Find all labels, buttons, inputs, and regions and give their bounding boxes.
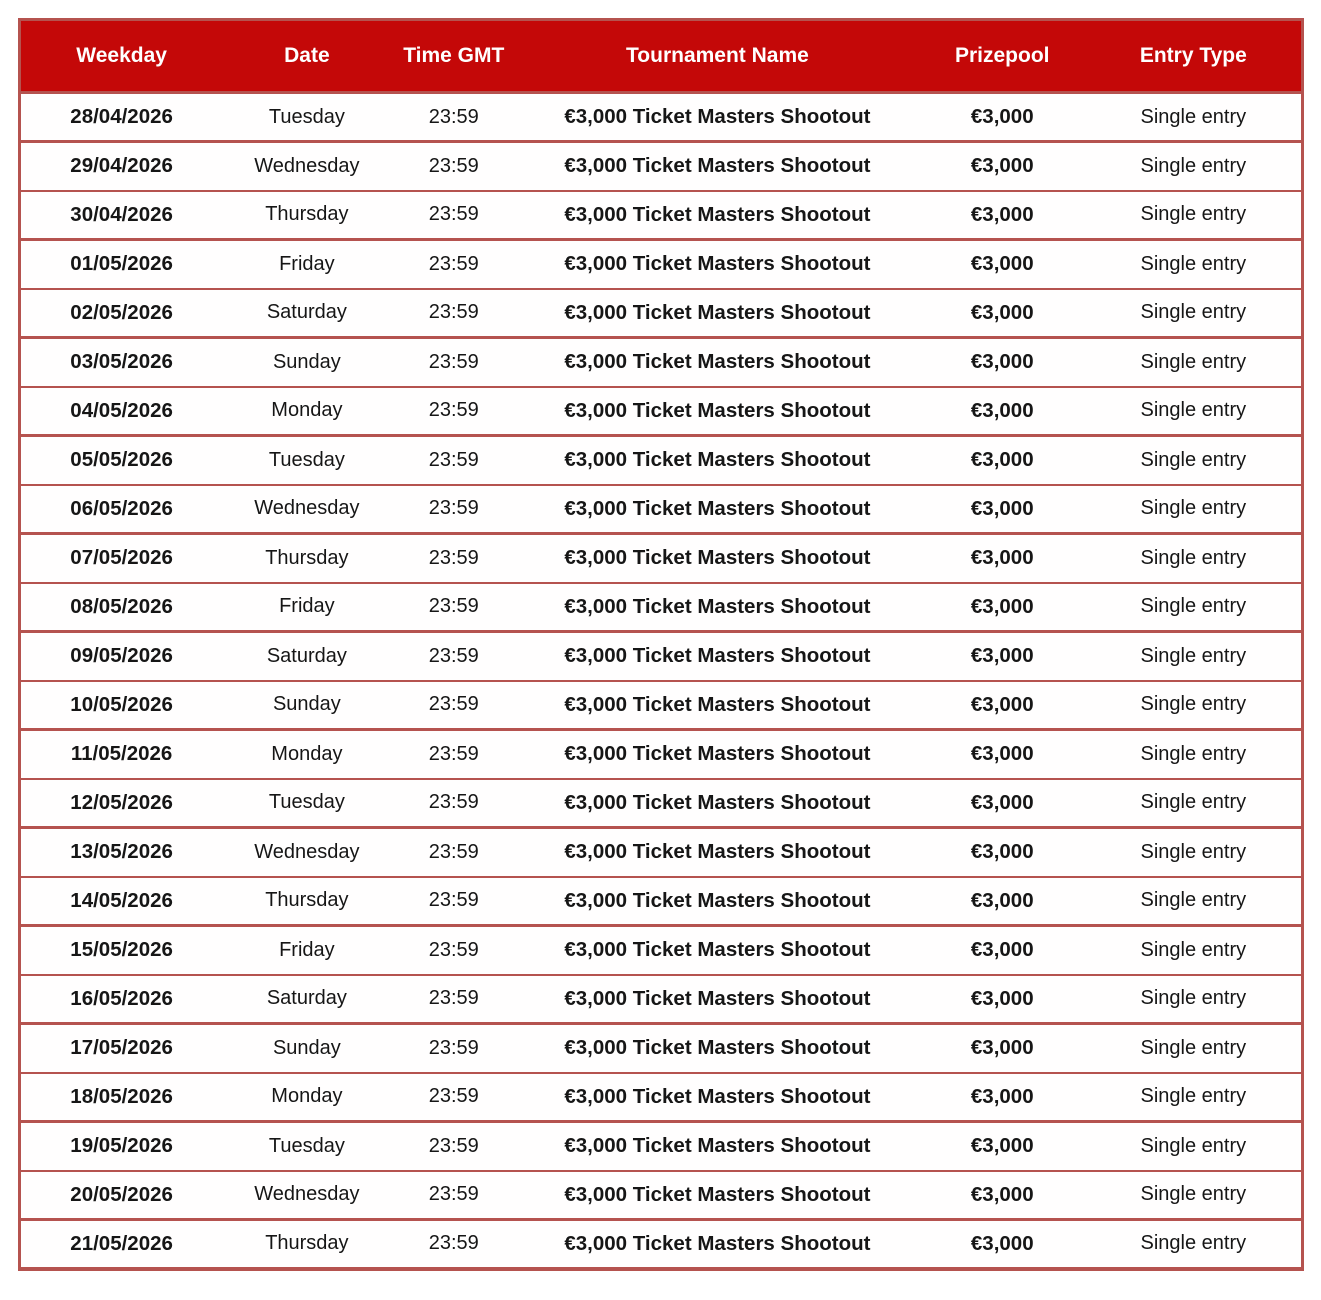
- cell-weekday: Wednesday: [222, 828, 391, 877]
- cell-entry-type: Single entry: [1086, 338, 1303, 387]
- cell-tournament: €3,000 Ticket Masters Shootout: [516, 583, 919, 632]
- cell-entry-type: Single entry: [1086, 1024, 1303, 1073]
- schedule-body: [20, 93, 1303, 1269]
- cell-date: 09/05/2026: [20, 632, 223, 681]
- cell-date: 12/05/2026: [20, 779, 223, 828]
- cell-tournament: €3,000 Ticket Masters Shootout: [516, 681, 919, 730]
- cell-weekday: Wednesday: [222, 1171, 391, 1220]
- cell-date: 18/05/2026: [20, 1073, 223, 1122]
- cell-weekday: Sunday: [222, 1024, 391, 1073]
- cell-prizepool: €3,000: [919, 583, 1086, 632]
- column-header-time-gmt: Time GMT: [392, 20, 516, 93]
- cell-prizepool: €3,000: [919, 1220, 1086, 1269]
- cell-time: 23:59: [392, 975, 516, 1024]
- cell-time: 23:59: [392, 485, 516, 534]
- table-row: [20, 240, 1303, 289]
- cell-weekday: Friday: [222, 926, 391, 975]
- cell-tournament: €3,000 Ticket Masters Shootout: [516, 779, 919, 828]
- cell-weekday: Saturday: [222, 975, 391, 1024]
- cell-weekday: Tuesday: [222, 93, 391, 142]
- cell-time: 23:59: [392, 436, 516, 485]
- cell-prizepool: €3,000: [919, 1073, 1086, 1122]
- cell-prizepool: €3,000: [919, 191, 1086, 240]
- cell-time: 23:59: [392, 681, 516, 730]
- table-row: [20, 436, 1303, 485]
- cell-date: 14/05/2026: [20, 877, 223, 926]
- cell-tournament: €3,000 Ticket Masters Shootout: [516, 436, 919, 485]
- column-header-tournament: Tournament Name: [516, 20, 919, 93]
- cell-entry-type: Single entry: [1086, 975, 1303, 1024]
- table-row: [20, 142, 1303, 191]
- cell-time: 23:59: [392, 387, 516, 436]
- cell-date: 15/05/2026: [20, 926, 223, 975]
- table-header-row: [20, 20, 1303, 93]
- cell-time: 23:59: [392, 926, 516, 975]
- cell-tournament: €3,000 Ticket Masters Shootout: [516, 142, 919, 191]
- tournament-schedule-table: [18, 18, 1304, 1271]
- cell-prizepool: €3,000: [919, 1122, 1086, 1171]
- cell-entry-type: Single entry: [1086, 926, 1303, 975]
- cell-prizepool: €3,000: [919, 877, 1086, 926]
- cell-entry-type: Single entry: [1086, 779, 1303, 828]
- cell-date: 03/05/2026: [20, 338, 223, 387]
- cell-prizepool: €3,000: [919, 779, 1086, 828]
- table-row: [20, 485, 1303, 534]
- table-row: [20, 387, 1303, 436]
- cell-entry-type: Single entry: [1086, 583, 1303, 632]
- cell-tournament: €3,000 Ticket Masters Shootout: [516, 632, 919, 681]
- cell-tournament: €3,000 Ticket Masters Shootout: [516, 926, 919, 975]
- cell-weekday: Tuesday: [222, 436, 391, 485]
- cell-prizepool: €3,000: [919, 93, 1086, 142]
- cell-date: 05/05/2026: [20, 436, 223, 485]
- cell-entry-type: Single entry: [1086, 289, 1303, 338]
- cell-tournament: €3,000 Ticket Masters Shootout: [516, 485, 919, 534]
- cell-weekday: Friday: [222, 240, 391, 289]
- cell-tournament: €3,000 Ticket Masters Shootout: [516, 1024, 919, 1073]
- cell-date: 01/05/2026: [20, 240, 223, 289]
- cell-date: 04/05/2026: [20, 387, 223, 436]
- cell-prizepool: €3,000: [919, 387, 1086, 436]
- table-row: [20, 1024, 1303, 1073]
- cell-time: 23:59: [392, 191, 516, 240]
- cell-weekday: Thursday: [222, 1220, 391, 1269]
- cell-date: 19/05/2026: [20, 1122, 223, 1171]
- cell-entry-type: Single entry: [1086, 387, 1303, 436]
- cell-weekday: Sunday: [222, 338, 391, 387]
- cell-prizepool: €3,000: [919, 1024, 1086, 1073]
- table-row: [20, 93, 1303, 142]
- cell-tournament: €3,000 Ticket Masters Shootout: [516, 1073, 919, 1122]
- cell-time: 23:59: [392, 534, 516, 583]
- table-row: [20, 191, 1303, 240]
- cell-date: 13/05/2026: [20, 828, 223, 877]
- cell-date: 16/05/2026: [20, 975, 223, 1024]
- cell-prizepool: €3,000: [919, 1171, 1086, 1220]
- cell-prizepool: €3,000: [919, 289, 1086, 338]
- cell-date: 30/04/2026: [20, 191, 223, 240]
- cell-date: 20/05/2026: [20, 1171, 223, 1220]
- cell-tournament: €3,000 Ticket Masters Shootout: [516, 730, 919, 779]
- cell-weekday: Thursday: [222, 877, 391, 926]
- cell-time: 23:59: [392, 289, 516, 338]
- cell-weekday: Thursday: [222, 191, 391, 240]
- cell-entry-type: Single entry: [1086, 191, 1303, 240]
- cell-time: 23:59: [392, 828, 516, 877]
- cell-prizepool: €3,000: [919, 632, 1086, 681]
- cell-entry-type: Single entry: [1086, 730, 1303, 779]
- table-row: [20, 828, 1303, 877]
- cell-weekday: Monday: [222, 387, 391, 436]
- cell-entry-type: Single entry: [1086, 1171, 1303, 1220]
- schedule-table: [18, 18, 1304, 1271]
- table-row: [20, 779, 1303, 828]
- cell-weekday: Tuesday: [222, 1122, 391, 1171]
- cell-tournament: €3,000 Ticket Masters Shootout: [516, 877, 919, 926]
- cell-date: 07/05/2026: [20, 534, 223, 583]
- cell-prizepool: €3,000: [919, 681, 1086, 730]
- cell-entry-type: Single entry: [1086, 828, 1303, 877]
- cell-weekday: Monday: [222, 1073, 391, 1122]
- cell-prizepool: €3,000: [919, 730, 1086, 779]
- column-header-entry-type: Entry Type: [1086, 20, 1303, 93]
- cell-tournament: €3,000 Ticket Masters Shootout: [516, 93, 919, 142]
- cell-entry-type: Single entry: [1086, 1220, 1303, 1269]
- table-row: [20, 730, 1303, 779]
- table-row: [20, 1073, 1303, 1122]
- cell-tournament: €3,000 Ticket Masters Shootout: [516, 1220, 919, 1269]
- cell-prizepool: €3,000: [919, 534, 1086, 583]
- cell-prizepool: €3,000: [919, 436, 1086, 485]
- cell-entry-type: Single entry: [1086, 1073, 1303, 1122]
- cell-time: 23:59: [392, 142, 516, 191]
- cell-entry-type: Single entry: [1086, 240, 1303, 289]
- cell-prizepool: €3,000: [919, 828, 1086, 877]
- table-row: [20, 289, 1303, 338]
- cell-prizepool: €3,000: [919, 240, 1086, 289]
- cell-time: 23:59: [392, 779, 516, 828]
- table-row: [20, 1122, 1303, 1171]
- table-row: [20, 632, 1303, 681]
- cell-time: 23:59: [392, 730, 516, 779]
- table-row: [20, 534, 1303, 583]
- cell-weekday: Wednesday: [222, 485, 391, 534]
- cell-tournament: €3,000 Ticket Masters Shootout: [516, 975, 919, 1024]
- cell-date: 21/05/2026: [20, 1220, 223, 1269]
- cell-entry-type: Single entry: [1086, 485, 1303, 534]
- cell-tournament: €3,000 Ticket Masters Shootout: [516, 534, 919, 583]
- cell-entry-type: Single entry: [1086, 534, 1303, 583]
- cell-entry-type: Single entry: [1086, 142, 1303, 191]
- cell-weekday: Monday: [222, 730, 391, 779]
- cell-time: 23:59: [392, 1122, 516, 1171]
- table-row: [20, 1220, 1303, 1269]
- cell-weekday: Tuesday: [222, 779, 391, 828]
- cell-tournament: €3,000 Ticket Masters Shootout: [516, 1171, 919, 1220]
- cell-date: 08/05/2026: [20, 583, 223, 632]
- cell-prizepool: €3,000: [919, 975, 1086, 1024]
- cell-entry-type: Single entry: [1086, 681, 1303, 730]
- column-header-weekday: Weekday: [20, 20, 223, 93]
- cell-entry-type: Single entry: [1086, 1122, 1303, 1171]
- cell-time: 23:59: [392, 93, 516, 142]
- column-header-date: Date: [222, 20, 391, 93]
- cell-date: 06/05/2026: [20, 485, 223, 534]
- cell-date: 10/05/2026: [20, 681, 223, 730]
- cell-weekday: Sunday: [222, 681, 391, 730]
- cell-weekday: Friday: [222, 583, 391, 632]
- cell-entry-type: Single entry: [1086, 436, 1303, 485]
- table-row: [20, 681, 1303, 730]
- cell-date: 02/05/2026: [20, 289, 223, 338]
- table-row: [20, 877, 1303, 926]
- cell-tournament: €3,000 Ticket Masters Shootout: [516, 191, 919, 240]
- cell-weekday: Wednesday: [222, 142, 391, 191]
- cell-date: 17/05/2026: [20, 1024, 223, 1073]
- cell-tournament: €3,000 Ticket Masters Shootout: [516, 387, 919, 436]
- cell-tournament: €3,000 Ticket Masters Shootout: [516, 289, 919, 338]
- cell-time: 23:59: [392, 1171, 516, 1220]
- table-row: [20, 338, 1303, 387]
- cell-weekday: Saturday: [222, 289, 391, 338]
- cell-tournament: €3,000 Ticket Masters Shootout: [516, 240, 919, 289]
- table-row: [20, 583, 1303, 632]
- cell-time: 23:59: [392, 877, 516, 926]
- cell-tournament: €3,000 Ticket Masters Shootout: [516, 1122, 919, 1171]
- cell-time: 23:59: [392, 1073, 516, 1122]
- table-row: [20, 926, 1303, 975]
- cell-time: 23:59: [392, 338, 516, 387]
- cell-time: 23:59: [392, 240, 516, 289]
- cell-date: 11/05/2026: [20, 730, 223, 779]
- cell-prizepool: €3,000: [919, 338, 1086, 387]
- table-row: [20, 975, 1303, 1024]
- cell-tournament: €3,000 Ticket Masters Shootout: [516, 828, 919, 877]
- cell-date: 29/04/2026: [20, 142, 223, 191]
- cell-time: 23:59: [392, 1220, 516, 1269]
- cell-entry-type: Single entry: [1086, 632, 1303, 681]
- cell-tournament: €3,000 Ticket Masters Shootout: [516, 338, 919, 387]
- cell-prizepool: €3,000: [919, 142, 1086, 191]
- cell-entry-type: Single entry: [1086, 877, 1303, 926]
- cell-weekday: Saturday: [222, 632, 391, 681]
- cell-date: 28/04/2026: [20, 93, 223, 142]
- cell-prizepool: €3,000: [919, 485, 1086, 534]
- cell-time: 23:59: [392, 1024, 516, 1073]
- cell-weekday: Thursday: [222, 534, 391, 583]
- column-header-prizepool: Prizepool: [919, 20, 1086, 93]
- cell-time: 23:59: [392, 583, 516, 632]
- cell-prizepool: €3,000: [919, 926, 1086, 975]
- cell-entry-type: Single entry: [1086, 93, 1303, 142]
- table-row: [20, 1171, 1303, 1220]
- cell-time: 23:59: [392, 632, 516, 681]
